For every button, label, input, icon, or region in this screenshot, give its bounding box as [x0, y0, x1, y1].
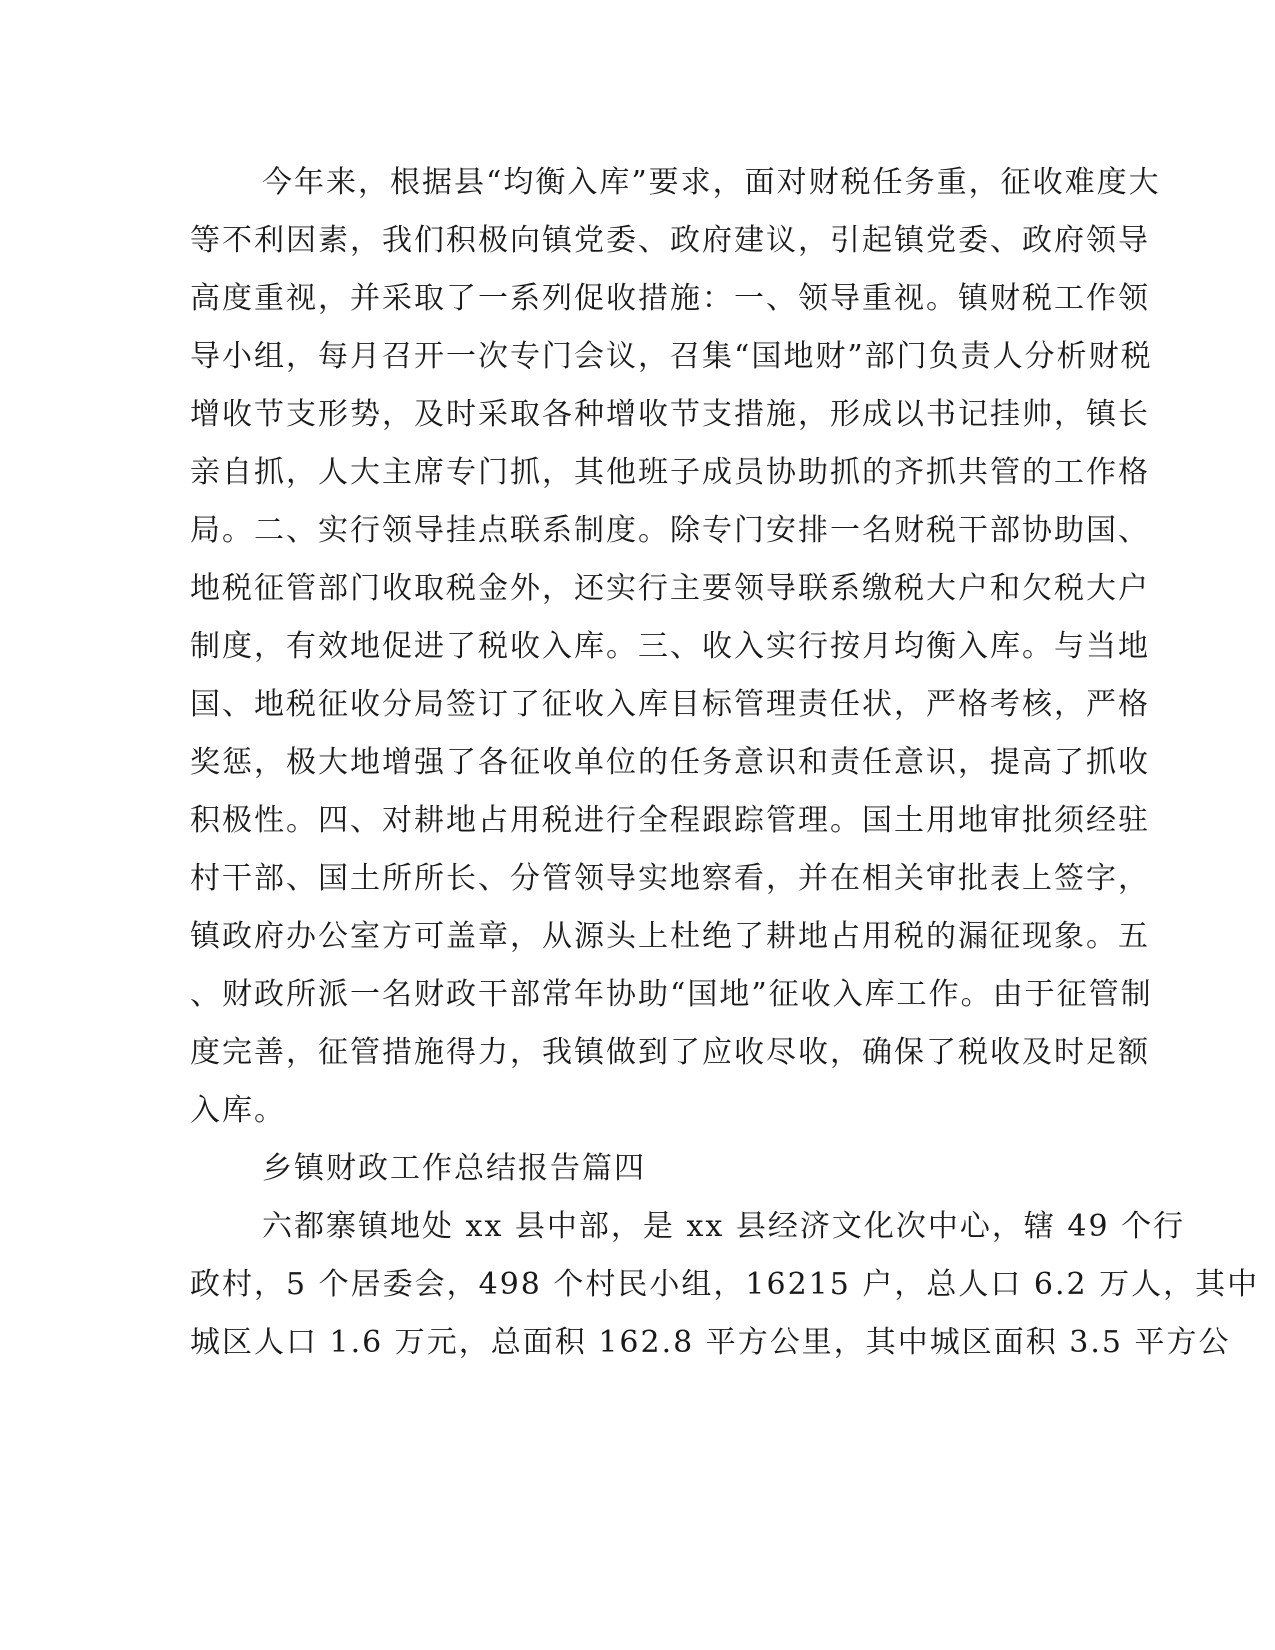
paragraph-line: 今年来，根据县“均衡入库”要求，面对财税任务重，征收难度大 [262, 165, 1161, 200]
paragraph-line: 政村，5 个居委会，498 个村民小组，16215 户，总人口 6.2 万人，其中 [190, 1267, 1260, 1302]
paragraph-line: 镇政府办公室方可盖章，从源头上杜绝了耕地占用税的漏征现象。五 [190, 919, 1150, 954]
paragraph-line: 奖惩，极大地增强了各征收单位的任务意识和责任意识，提高了抓收 [190, 745, 1150, 780]
section-heading: 乡镇财政工作总结报告篇四 [262, 1151, 646, 1186]
paragraph-line: 增收节支形势，及时采取各种增收节支措施，形成以书记挂帅，镇长 [190, 397, 1150, 432]
paragraph-line: 等不利因素，我们积极向镇党委、政府建议，引起镇党委、政府领导 [190, 223, 1150, 258]
paragraph-line: 地税征管部门收取税金外，还实行主要领导联系缴税大户和欠税大户 [190, 571, 1150, 606]
paragraph-line: 入库。 [190, 1093, 286, 1128]
paragraph-line: 制度，有效地促进了税收入库。三、收入实行按月均衡入库。与当地 [190, 629, 1150, 664]
paragraph-line: 城区人口 1.6 万元，总面积 162.8 平方公里，其中城区面积 3.5 平方公 [190, 1325, 1231, 1360]
paragraph-line: 国、地税征收分局签订了征收入库目标管理责任状，严格考核，严格 [190, 687, 1150, 722]
paragraph-line: 亲自抓，人大主席专门抓，其他班子成员协助抓的齐抓共管的工作格 [190, 455, 1150, 490]
paragraph-line: 积极性。四、对耕地占用税进行全程跟踪管理。国土用地审批须经驻 [190, 803, 1150, 838]
paragraph-line: 村干部、国土所所长、分管领导实地察看，并在相关审批表上签字， [190, 861, 1150, 896]
paragraph-line: 、财政所派一名财政干部常年协助“国地”征收入库工作。由于征管制 [190, 977, 1153, 1012]
paragraph-line: 局。二、实行领导挂点联系制度。除专门安排一名财税干部协助国、 [190, 513, 1150, 548]
paragraph-line: 导小组，每月召开一次专门会议，召集“国地财”部门负责人分析财税 [190, 339, 1153, 374]
paragraph-line: 高度重视，并采取了一系列促收措施：一、领导重视。镇财税工作领 [190, 281, 1150, 316]
paragraph-line: 度完善，征管措施得力，我镇做到了应收尽收，确保了税收及时足额 [190, 1035, 1150, 1070]
paragraph-line: 六都寨镇地处 xx 县中部，是 xx 县经济文化次中心，辖 49 个行 [262, 1209, 1186, 1244]
